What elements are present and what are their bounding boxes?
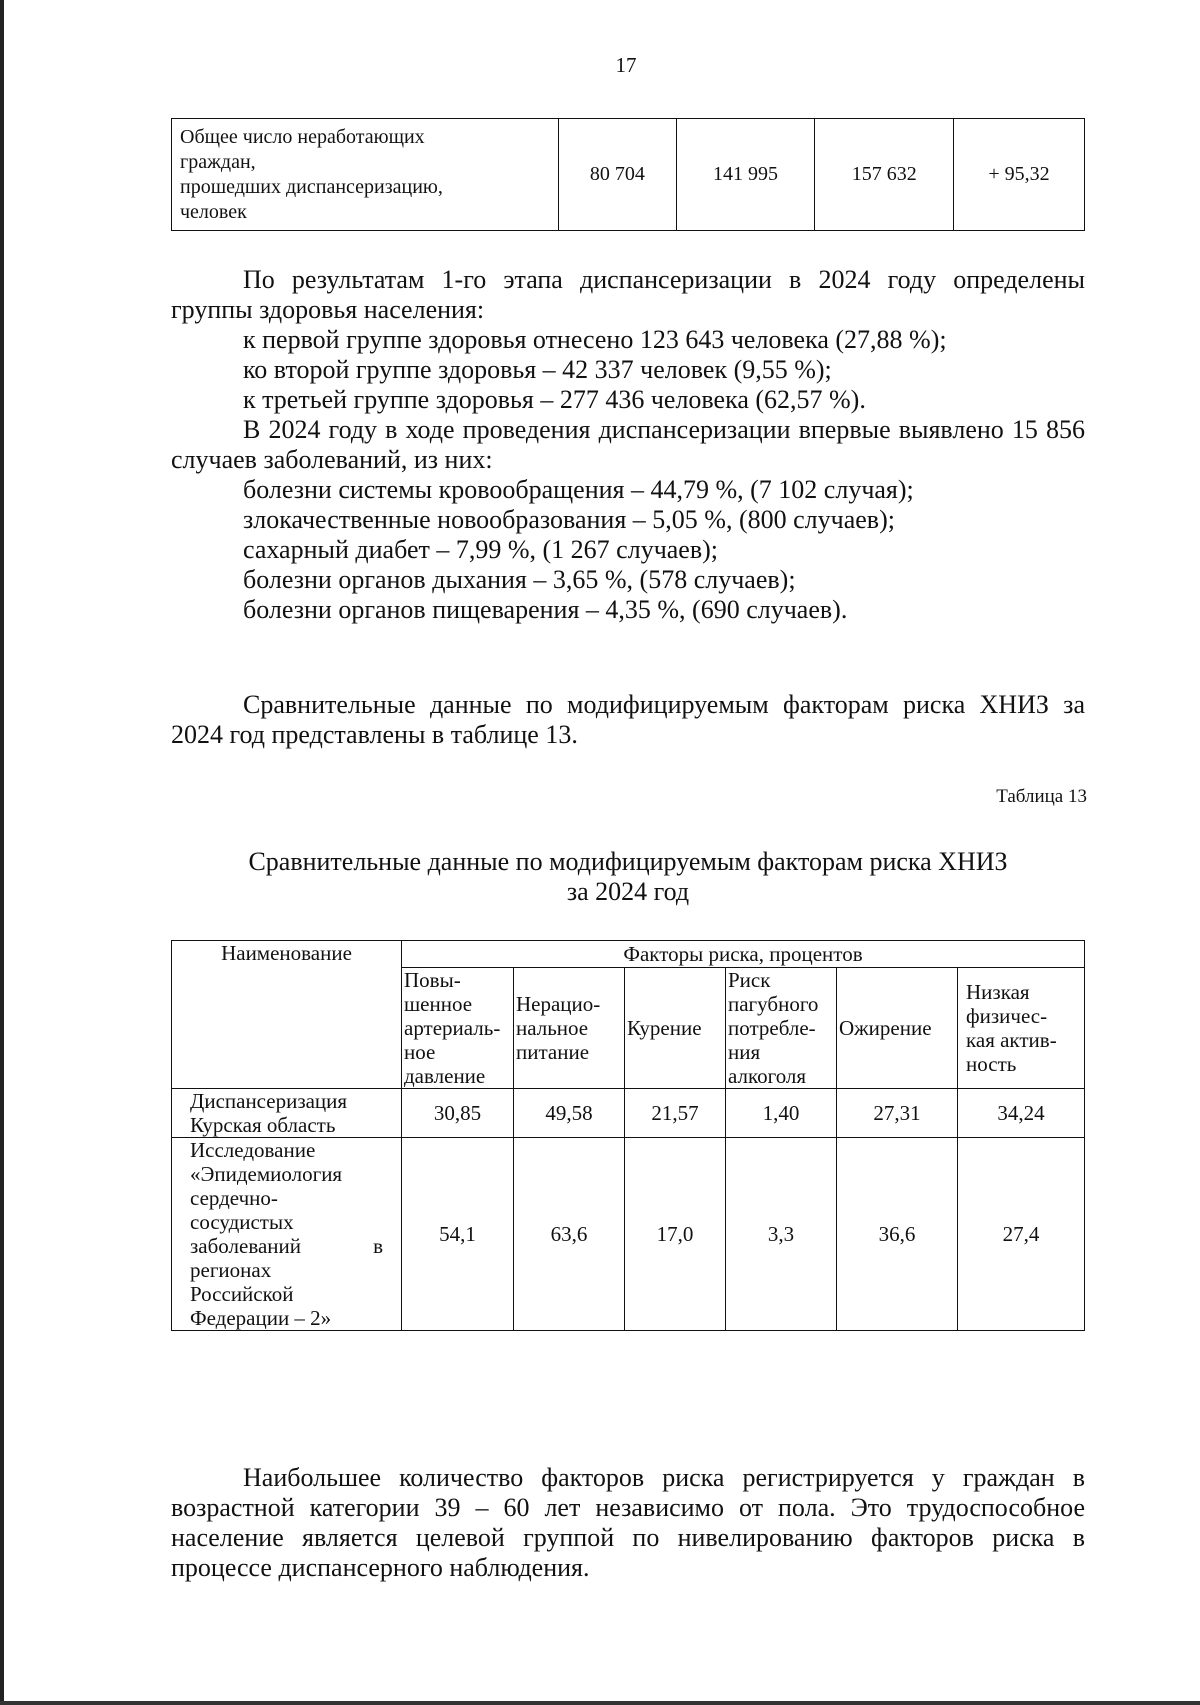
value-cell: 3,3 [726, 1138, 837, 1331]
list-item: болезни органов пищеварения – 4,35 %, (690 случаев). [243, 595, 848, 624]
table-title-line: за 2024 год [566, 877, 690, 906]
column-header-line: нальное [516, 1016, 589, 1040]
list-item: к первой группе здоровья отнесено 123 643 человека (27,88 %); [243, 325, 947, 354]
column-header-line: ния [728, 1040, 761, 1064]
paragraph: Наибольшее количество факторов риска регистрируется у граждан в возрастной категории 39 – 60 лет независимо от пола. Это трудоспособное население является целевой группой по нивелированию факторов риска в процессе диспансерного наблюдения. [171, 1463, 1085, 1582]
list-item: злокачественные новообразования – 5,05 %, (800 случаев); [243, 505, 895, 534]
column-header-line: Курение [627, 1016, 702, 1040]
value-cell: 54,1 [402, 1138, 514, 1331]
column-header [514, 968, 625, 1089]
column-header-line: питание [516, 1040, 590, 1064]
row-name-line: сердечно- [190, 1186, 278, 1210]
column-header [402, 968, 514, 1089]
header-group: Факторы риска, процентов [402, 941, 1085, 968]
column-header-line: Повы- [404, 968, 461, 992]
column-header-line: пагубного [728, 992, 819, 1016]
row-name-line: Федерации – 2» [190, 1306, 332, 1330]
row-name [172, 1138, 402, 1331]
value-cell: 17,0 [625, 1138, 726, 1331]
table-row [172, 119, 1085, 231]
scan-left-edge [0, 0, 4, 1705]
row-name-line: Диспансеризация [190, 1089, 348, 1113]
row-name-line: Российской [190, 1282, 294, 1306]
row-label-line: человек [180, 200, 247, 223]
row-name-line: Курская область [190, 1113, 336, 1137]
paragraph: По результатам 1-го этапа диспансеризации в 2024 году определены группы здоровья населения: [171, 265, 1085, 324]
page-number: 17 [615, 53, 637, 77]
table-row [172, 1138, 1085, 1331]
row-label-line: прошедших диспансеризацию, [180, 175, 443, 198]
column-header-line: Низкая [966, 980, 1030, 1004]
value-cell: 30,85 [402, 1089, 514, 1138]
column-header [837, 968, 958, 1089]
column-header-line: Ожирение [839, 1016, 932, 1040]
row-name-line: регионах [190, 1258, 272, 1282]
continued-table [171, 118, 1085, 231]
column-header-line: давление [404, 1064, 486, 1088]
compare-section [171, 690, 1085, 750]
value-cell: 36,6 [837, 1138, 958, 1331]
value-cell: 157 632 [815, 119, 954, 231]
value-cell: 80 704 [559, 119, 677, 231]
list-item: сахарный диабет – 7,99 %, (1 267 случаев); [243, 535, 719, 564]
column-header [958, 968, 1085, 1089]
column-header-line: ность [966, 1052, 1017, 1076]
column-header-line: кая актив- [966, 1028, 1057, 1052]
list-item: болезни органов дыхания – 3,65 %, (578 случаев); [243, 565, 796, 594]
row-label-line: Общее число неработающих [180, 125, 425, 148]
table-header-row [172, 941, 1085, 968]
column-header-line: артериаль- [404, 1016, 501, 1040]
column-header-line: шенное [404, 992, 473, 1016]
table-title-line: Сравнительные данные по модифицируемым факторам риска ХНИЗ [248, 847, 1008, 876]
column-header-line: потребле- [728, 1016, 816, 1040]
row-label-line: граждан, [180, 150, 256, 173]
value-cell: + 95,32 [954, 119, 1085, 231]
column-header [726, 968, 837, 1089]
value-cell: 27,4 [958, 1138, 1085, 1331]
value-cell: 21,57 [625, 1089, 726, 1138]
column-header-line: Нерацио- [516, 992, 601, 1016]
column-header-line: Риск [728, 968, 771, 992]
column-header-line: физичес- [966, 1004, 1048, 1028]
row-name-line: сосудистых [190, 1210, 294, 1234]
health-groups-section [171, 265, 1085, 625]
paragraph: Сравнительные данные по модифицируемым факторам риска ХНИЗ за 2024 год представлены в таблице 13. [171, 690, 1085, 749]
column-header-line: алкоголя [728, 1064, 807, 1088]
list-item: к третьей группе здоровья – 277 436 человека (62,57 %). [243, 385, 866, 414]
paragraph: В 2024 году в ходе проведения диспансеризации впервые выявлено 15 856 случаев заболеваний, из них: [171, 415, 1085, 474]
column-header-line: ное [404, 1040, 436, 1064]
row-label [172, 119, 559, 231]
row-name [172, 1089, 402, 1138]
list-item: болезни системы кровообращения – 44,79 %, (7 102 случая); [243, 475, 914, 504]
risk-factors-table [171, 940, 1085, 1331]
row-name-line: Исследование [190, 1138, 316, 1162]
value-cell: 63,6 [514, 1138, 625, 1331]
value-cell: 27,31 [837, 1089, 958, 1138]
column-header [625, 968, 726, 1089]
value-cell: 141 995 [676, 119, 815, 231]
scan-bottom-edge [0, 1701, 1200, 1705]
header-name: Наименование [172, 941, 402, 1089]
list-item: ко второй группе здоровья – 42 337 человек (9,55 %); [243, 355, 832, 384]
final-section [171, 1463, 1085, 1583]
value-cell: 1,40 [726, 1089, 837, 1138]
table-title [171, 847, 1085, 907]
table-row [172, 1089, 1085, 1138]
row-name-line: заболеваний в [190, 1234, 383, 1258]
value-cell: 49,58 [514, 1089, 625, 1138]
row-name-line: «Эпидемиология [190, 1162, 343, 1186]
table-caption: Таблица 13 [996, 786, 1087, 807]
value-cell: 34,24 [958, 1089, 1085, 1138]
